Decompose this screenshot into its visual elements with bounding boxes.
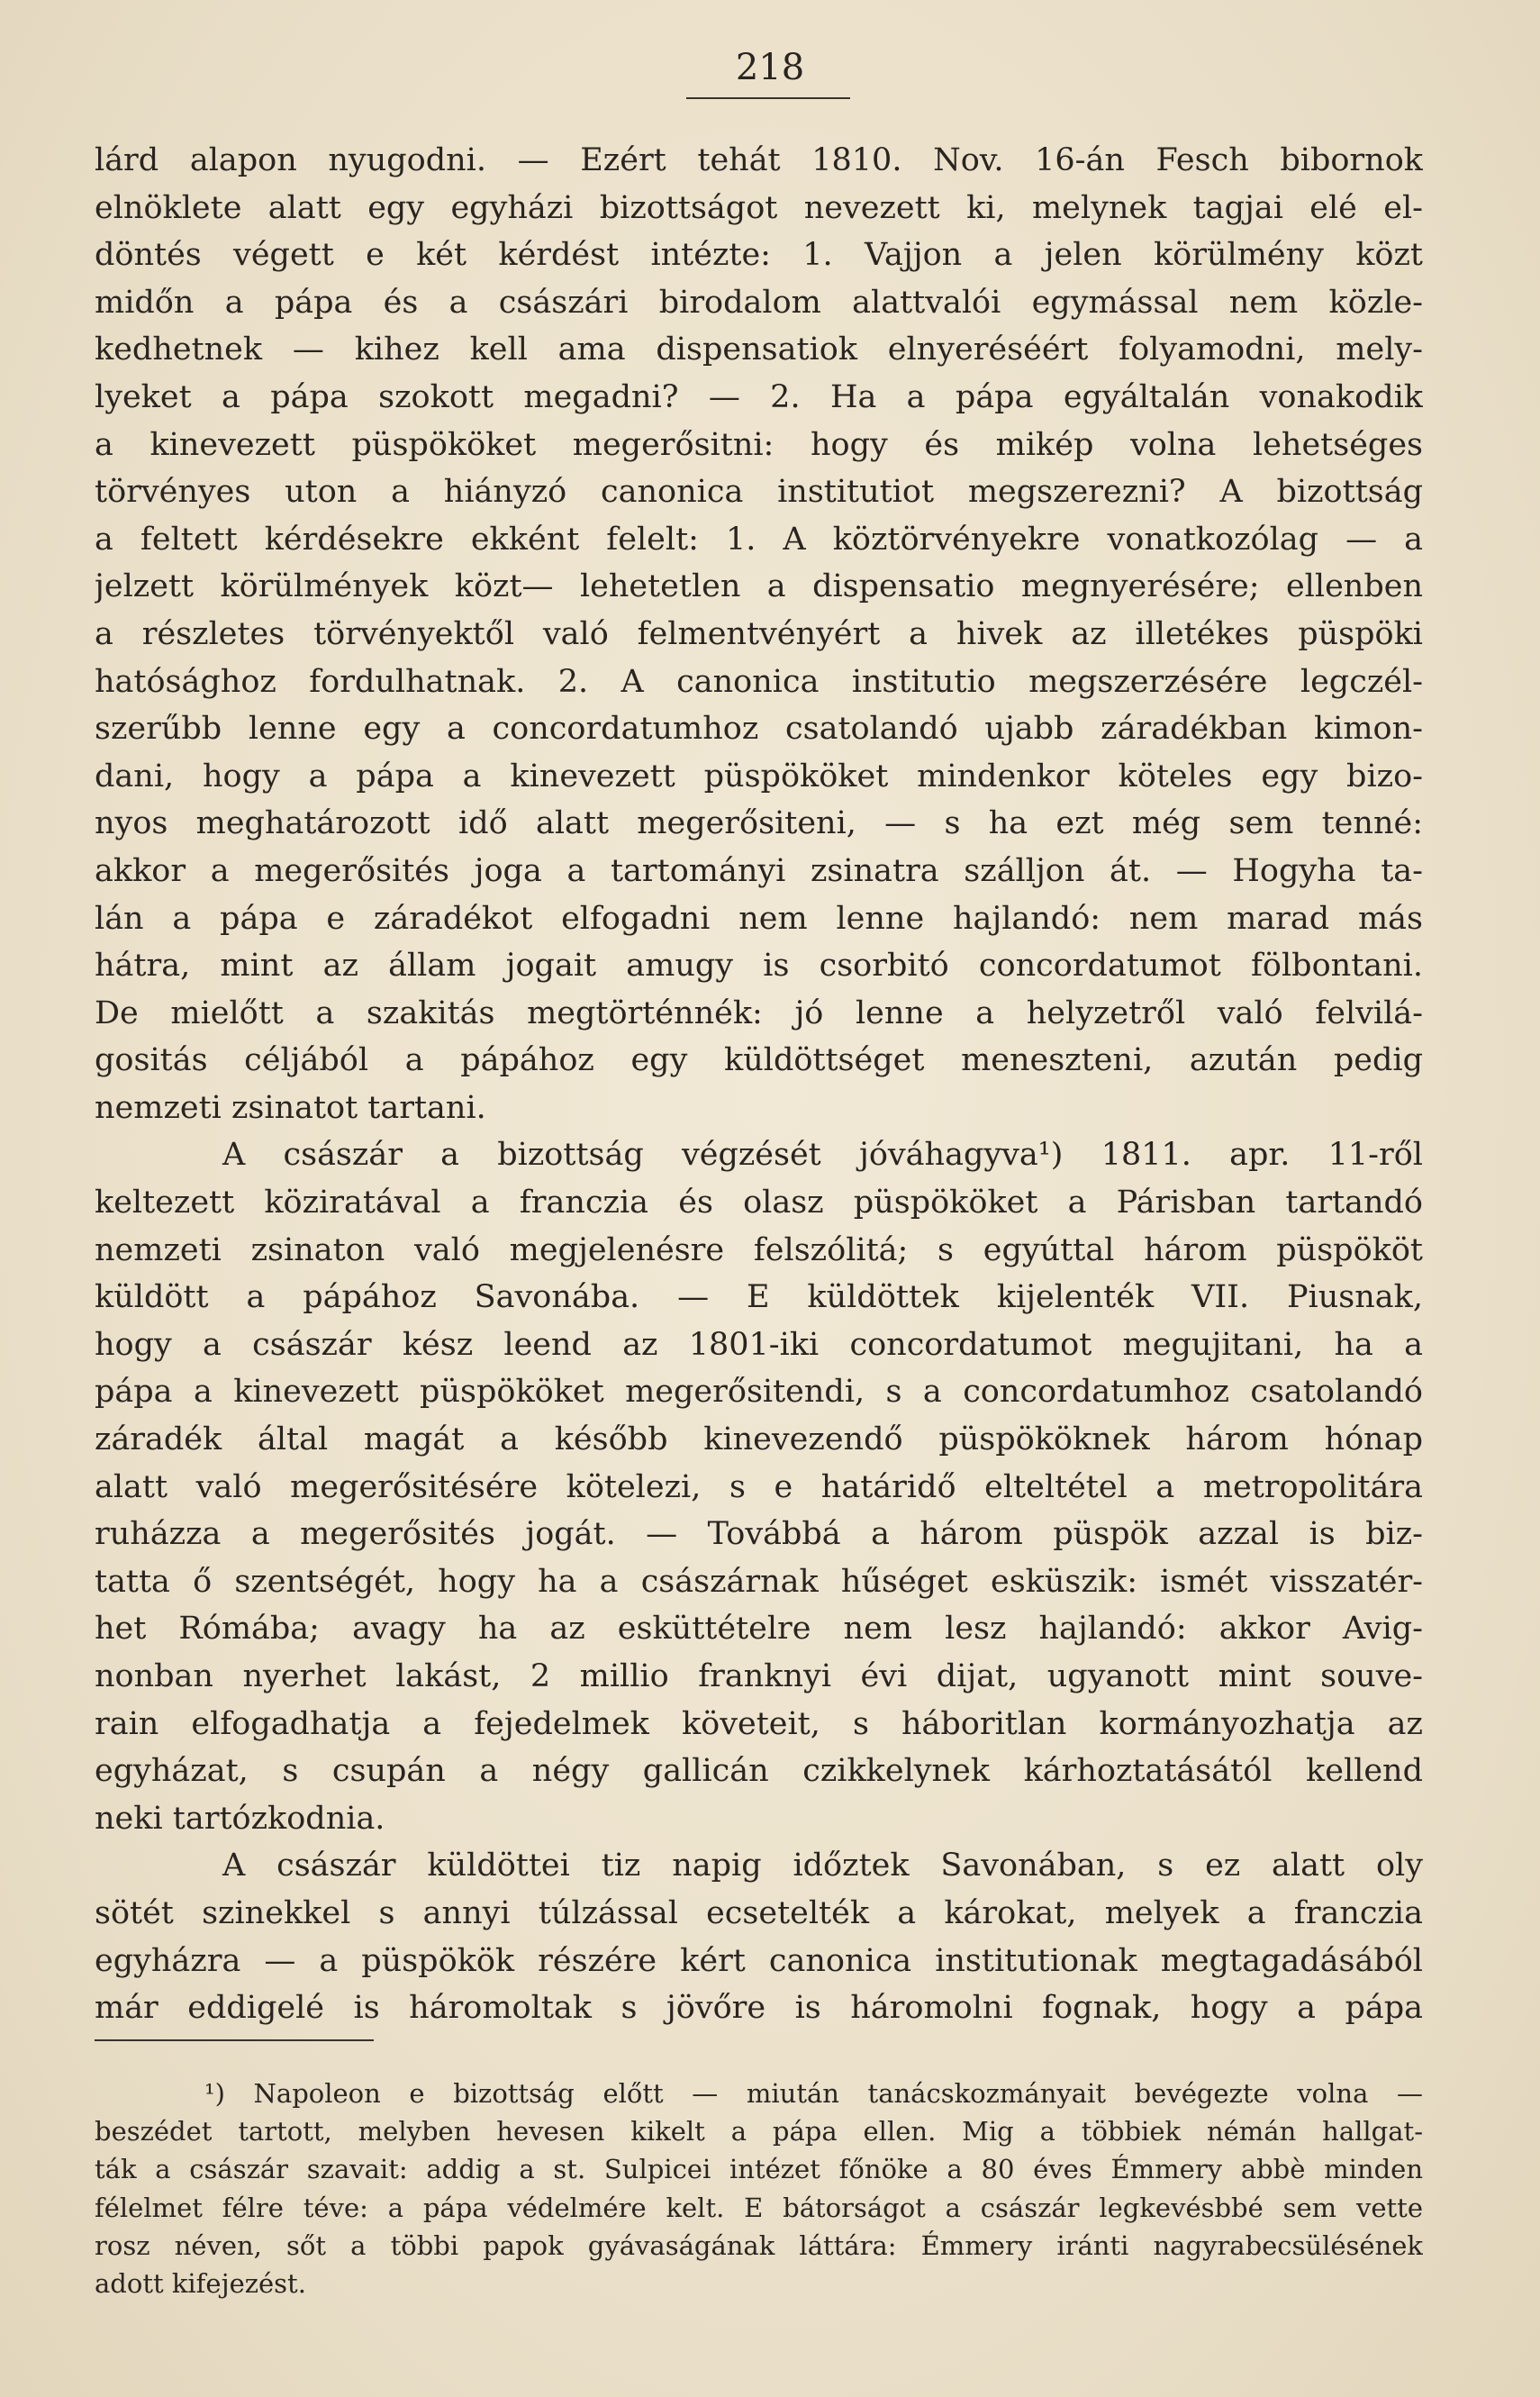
text-line: lyeket a pápa szokott megadni? — 2. Ha a pápa egyáltalán vonakodik [95,378,1423,415]
text-line: kedhetnek — kihez kell ama dispensatiok elnyeréséért folyamodni, mely- [95,331,1423,368]
text-line: keltezett köziratával a franczia és olasz püspököket a Párisban tartandó [95,1185,1423,1221]
text-line: hatósághoz fordulhatnak. 2. A canonica institutio megszerzésére legczél- [95,663,1423,700]
text-line: pápa a kinevezett püspököket megerősitendi, s a concordatumhoz csatolandó [95,1374,1423,1411]
text-line: sötét szinekkel s annyi túlzással ecsetelték a károkat, melyek a franczia [95,1894,1423,1931]
text-line: midőn a pápa és a császári birodalom alattvalói egymással nem közle- [95,284,1423,321]
text-line: ruházza a megerősités jogát. — Továbbá a három püspök azzal is biz- [95,1516,1423,1553]
text-line: alatt való megerősitésére kötelezi, s e határidő elteltétel a metropolitára [95,1468,1423,1505]
text-line: lárd alapon nyugodni. — Ezért tehát 1810. Nov. 16-án Fesch bibornok [95,142,1423,178]
text-line: egyházra — a püspökök részére kért canonica institutionak megtagadásából [95,1942,1423,1979]
text-line: egyházat, s csupán a négy gallicán czikkelynek kárhoztatásától kellend [95,1753,1423,1790]
text-line: het Rómába; avagy ha az esküttételre nem lesz hajlandó: akkor Avig- [95,1611,1423,1648]
text-line: záradék által magát a később kinevezendő püspököknek három hónap [95,1421,1423,1458]
footnote-rule [95,2039,374,2041]
text-line: a részletes törvényektől való felmentvényért a hivek az illetékes püspöki [95,615,1423,652]
text-line: nyos meghatározott idő alatt megerősiteni, — s ha ezt még sem tenné: [95,805,1423,842]
text-line: tatta ő szentségét, hogy ha a császárnak hűséget esküszik: ismét visszatér- [95,1563,1423,1600]
footnote-line: beszédet tartott, melyben hevesen kikelt a pápa ellen. Mig a többiek némán hallgat- [95,2116,1423,2147]
text-line: szerűbb lenne egy a concordatumhoz csatolandó ujabb záradékban kimon- [95,711,1423,748]
text-line: hátra, mint az állam jogait amugy is csorbitó concordatumot fölbontani. [95,948,1423,985]
text-line: nonban nyerhet lakást, 2 millio franknyi évi dijat, ugyanott mint souve- [95,1658,1423,1694]
header-rule [686,97,850,99]
text-line: már eddigelé is háromoltak s jövőre is háromolni fognak, hogy a pápa [95,1990,1423,2027]
text-line: a kinevezett püspököket megerősitni: hogy és mikép volna lehetséges [95,426,1423,463]
text-line: gositás céljából a pápához egy küldöttséget meneszteni, azután pedig [95,1042,1423,1079]
footnote-line: adott kifejezést. [95,2267,306,2299]
text-line: neki tartózkodnia. [95,1800,385,1837]
footnote-line: félelmet félre téve: a pápa védelmére kelt. E bátorságot a császár legkevésbbé sem vette [95,2192,1423,2223]
footnote-line: ták a császár szavait: addig a st. Sulpicei intézet főnöke a 80 éves Émmery abbè minden [95,2154,1423,2185]
text-line: lán a pápa e záradékot elfogadni nem lenne hajlandó: nem marad más [95,900,1423,937]
text-line: küldött a pápához Savonába. — E küldöttek kijelenték VII. Piusnak, [95,1279,1423,1316]
text-line: nemzeti zsinaton való megjelenésre felszólitá; s egyúttal három püspököt [95,1231,1423,1268]
body-text [95,137,1423,2032]
text-line: A császár küldöttei tiz napig időztek Savonában, s ez alatt oly [222,1848,1423,1884]
text-line: elnöklete alatt egy egyházi bizottságot nevezett ki, melynek tagjai elé el- [95,189,1423,226]
text-line: rain elfogadhatja a fejedelmek követeit, s háboritlan kormányozhatja az [95,1705,1423,1742]
text-line: dani, hogy a pápa a kinevezett püspököket mindenkor köteles egy bizo- [95,758,1423,794]
footnote-line: ¹) Napoleon e bizottság előtt — miután tanácskozmányait bevégezte volna — [204,2078,1423,2109]
text-line: törvényes uton a hiányzó canonica institutiot megszerezni? A bizottság [95,474,1423,511]
text-line: De mielőtt a szakitás megtörténnék: jó lenne a helyzetről való felvilá- [95,994,1423,1031]
text-line: jelzett körülmények közt— lehetetlen a dispensatio megnyerésére; ellenben [95,568,1423,605]
page-number: 218 [735,47,805,88]
text-line: hogy a császár kész leend az 1801-iki concordatumot megujitani, ha a [95,1326,1423,1363]
footnote-line: rosz néven, sőt a többi papok gyávaságának láttára: Émmery iránti nagyrabecsülésének [95,2229,1423,2261]
text-line: döntés végett e két kérdést intézte: 1. Vajjon a jelen körülmény közt [95,237,1423,274]
text-line: akkor a megerősités joga a tartományi zsinatra szálljon át. — Hogyha ta- [95,852,1423,889]
text-line: a feltett kérdésekre ekként felelt: 1. A köztörvényekre vonatkozólag — a [95,521,1423,558]
footnote [95,2075,1423,2302]
text-line: A császár a bizottság végzését jóváhagyva¹) 1811. apr. 11-ről [222,1137,1423,1174]
text-line: nemzeti zsinatot tartani. [95,1089,486,1126]
